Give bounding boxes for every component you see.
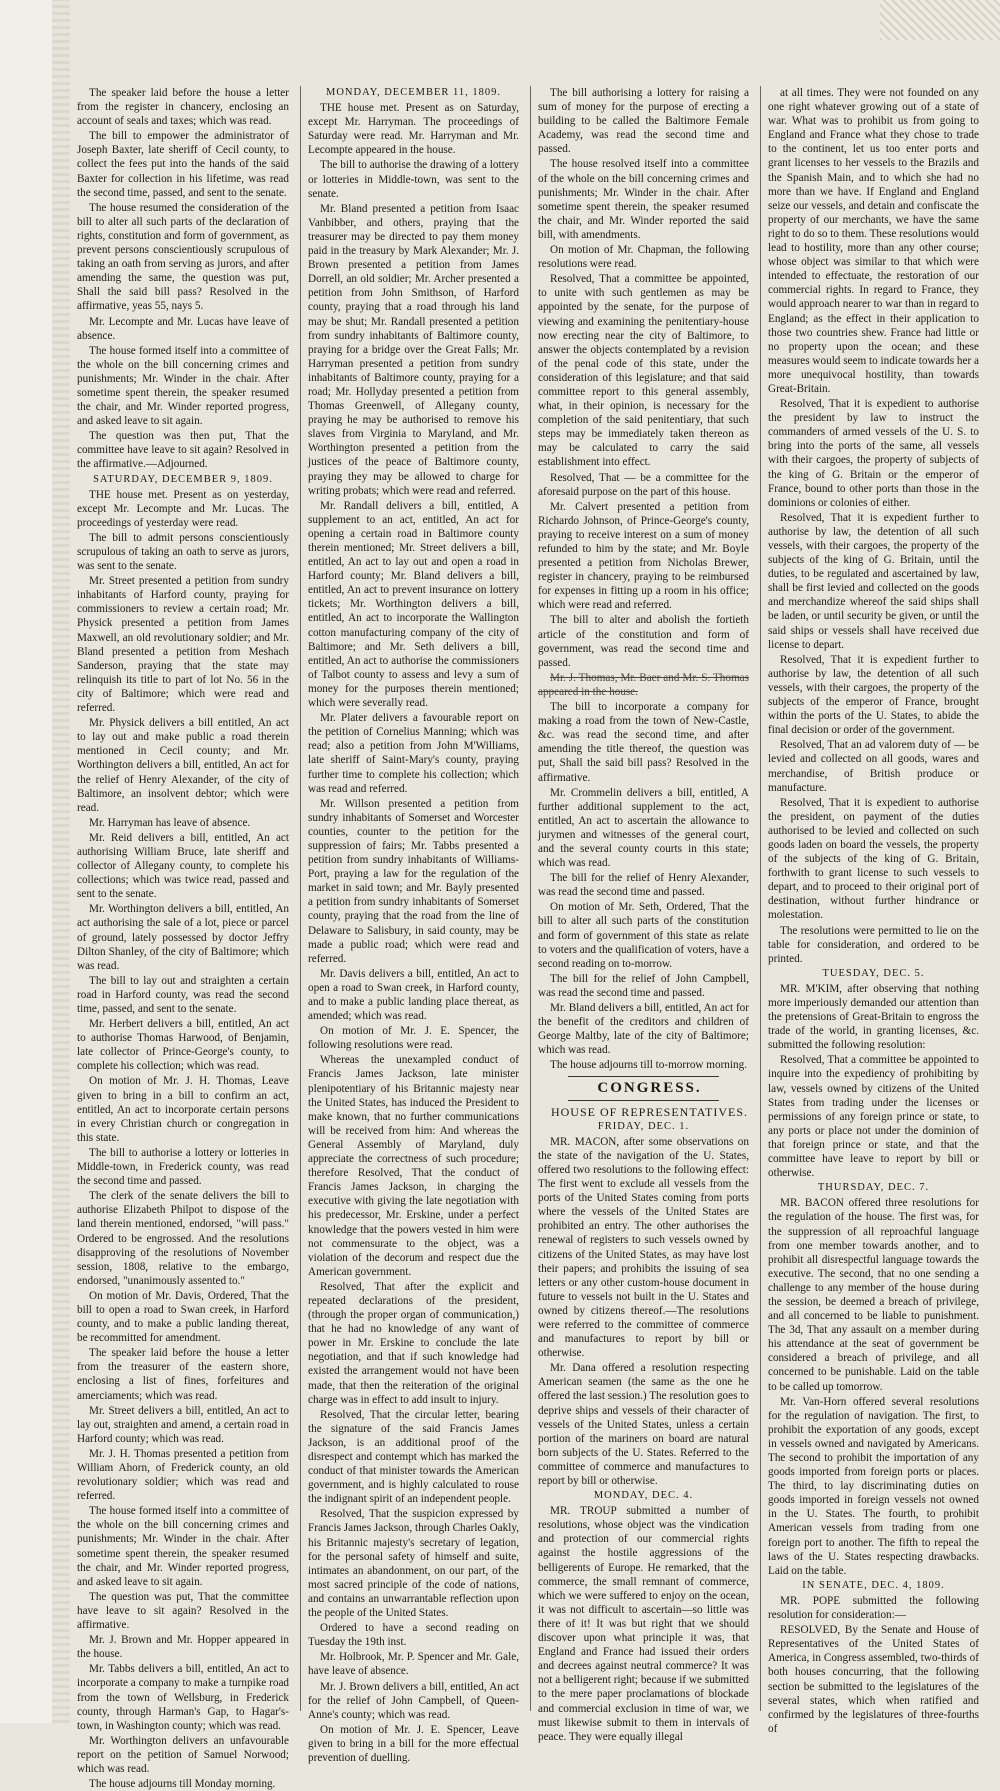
article-paragraph: The house formed itself into a committee of the whole on the bill concerning crimes and punishments; Mr. Winder in the chair. After sometime spent therein, the speaker resumed the chair, and Mr. Winder reported progress, and asked leave to sit again. bbox=[77, 1505, 289, 1588]
article-paragraph: Mr. Tabbs delivers a bill, entitled, An act to incorporate a company to make a turnpike road from the town of Wellsburg, in Frederick county, through Harman's Gap, to Hagar's-town, in Washington county; which was read. bbox=[77, 1663, 289, 1732]
article-paragraph: THE house met. Present as on Saturday, except Mr. Harryman. The proceedings of Saturday were read. Mr. Harryman and Mr. Lecompte appeared in the house. bbox=[308, 102, 519, 157]
article-paragraph: Ordered to have a second reading on Tuesday the 19th inst. bbox=[308, 1622, 519, 1649]
article-paragraph: On motion of Mr. Davis, Ordered, That the bill to open a road to Swan creek, in Harford county, and to make a public landing thereat, be recommitted for amendment. bbox=[77, 1289, 289, 1345]
dateline: MONDAY, DECEMBER 11, 1809. bbox=[326, 87, 501, 98]
newspaper-page bbox=[74, 86, 994, 1791]
article-paragraph: The house adjourns till Monday morning. bbox=[89, 1778, 276, 1791]
article-paragraph: Mr. Van-Horn offered several resolutions for the regulation of navigation. The first, to prohibit the exportation of any goods, except in vessels owned and navigated by Americans. The second to prohibit the importation of any goods imported from foreign ports or places. The third, to lay discriminating duties on goods imported in foreign vessels not owned in the U. States. The fourth, to prohibit American vessels from trading from one foreign port to another. The fifth to repeal the laws of the U. States respecting drawbacks. Laid on the table. bbox=[768, 1395, 979, 1577]
article-paragraph: Mr. Crommelin delivers a bill, entitled, A further additional supplement to the act, entitled, An act to ascertain the allowance to jurymen and witnesses of the general court, and the several county courts in this state; which was read. bbox=[538, 786, 749, 870]
page-left-margin bbox=[0, 0, 54, 1723]
article-paragraph: Whereas the unexampled conduct of Francis James Jackson, late minister plenipotentiary of his Britannic majesty near the United States, has induced the President to make known, that no further communications will be received from him: And whereas the General Assembly of Maryland, duly appreciate the correctness of such procedure; therefore Resolved, That the conduct of Francis James Jackson, in charging the executive with giving the late negotiation with his predecessor, Mr. Erskine, under a perfect knowledge that the powers vested in him were not commensurate to the object, was a violation of the decorum and respect due the American government. bbox=[308, 1054, 519, 1278]
article-paragraph: Mr. Worthington delivers an unfavourable report on the petition of Samuel Norwood; which was read. bbox=[77, 1734, 289, 1775]
article-paragraph: Resolved, That it is expedient to authorise the president, on payment of the duties authorised to be levied and collected on such goods laden on board the vessels, the property of the subjects of the king of G. Britain, forthwith to grant license to such vessels to depart, and to proceed to their original port of destination, without further hindrance or molestation. bbox=[768, 796, 979, 922]
article-paragraph: MR. BACON offered three resolutions for the regulation of the house. The first was, for the suppression of all reproachful language from one member towards another, and to prohibit all disrespectful language towards the executive. The second, that no one sending a challenge to any member of the house during the session, be deemed a breach of privilege, and all concerned to be liable to punishment. The 3d, That any assault on a member during his attendance at the seat of government be considered a breach of privilege, and all concerned to be punishable. Laid on the table to be called up tomorrow. bbox=[768, 1197, 979, 1393]
paper-wear bbox=[880, 0, 1000, 40]
dateline: MONDAY, DEC. 4. bbox=[593, 1490, 694, 1502]
article-paragraph: Mr. J. Thomas, Mr. Baer and Mr. S. Thomas appeared in the house. bbox=[538, 671, 749, 698]
column-3 bbox=[530, 86, 752, 1743]
article-paragraph: The bill to empower the administrator of Joseph Baxter, late sheriff of Cecil county, to collect the fees put into the hands of the said Baxter for collection in his lifetime, was read the second time, passed, and sent to the senate. bbox=[77, 130, 289, 199]
article-paragraph: Mr. Worthington delivers a bill, entitled, An act authorising the sale of a lot, piece or parcel of ground, lately possessed by doctor Jeffry Dilton Shanley, of the city of Baltimore; which was read. bbox=[77, 903, 289, 972]
article-paragraph: The bill to incorporate a company for making a road from the town of New-Castle, &c. was read the second time, and after amending the title thereof, the question was put, Shall the said bill pass? Resolved in the affirmative. bbox=[538, 701, 749, 784]
column-4 bbox=[760, 86, 982, 1735]
article-paragraph: Mr. Willson presented a petition from sundry inhabitants of Somerset and Worcester counties, counter to the petition for the suppression of fairs; Mr. Tabbs presented a petition from sundry inhabitants of Williams-Port, praying a law for the regulation of the market in said town; and Mr. Bayly presented a petition from sundry inhabitants of Somerset county, praying that the road from the line of Delaware to Salisbury, in said county, may be made a public road; which were read and referred. bbox=[308, 797, 519, 965]
section-rule bbox=[568, 1100, 719, 1101]
article-paragraph: Mr. Lecompte and Mr. Lucas have leave of absence. bbox=[77, 315, 289, 342]
article-paragraph: Mr. Reid delivers a bill, entitled, An act authorising William Bruce, late sheriff and collector of Allegany county, to complete his collections; which was twice read, passed and sent to the senate. bbox=[77, 831, 289, 901]
article-paragraph: The bill to authorise a lottery or lotteries in Middle-town, in Frederick county, was read the second time and passed. bbox=[77, 1146, 289, 1188]
article-paragraph: MR. POPE submitted the following resolution for consideration:— bbox=[768, 1594, 979, 1622]
article-paragraph: Mr. Physick delivers a bill entitled, An act to lay out and make public a road therein mentioned in Cecil county; and Mr. Worthington delivers a bill, entitled, An act for the relief of Henry Alexander, of the city of Baltimore, an insolvent debtor; which were read. bbox=[77, 717, 289, 814]
article-paragraph: Resolved, That after the explicit and repeated declarations of the president, (through the proper organ of communication,) that he had no knowledge of any want of power in Mr. Erskine to conclude the late negotiation, and that if such knowledge had existed the arrangement would not have been made, that then the reiteration of the original charge was in effect to add insult to injury. bbox=[308, 1280, 519, 1406]
article-paragraph: Mr. Holbrook, Mr. P. Spencer and Mr. Gale, have leave of absence. bbox=[308, 1651, 519, 1678]
section-heading: CONGRESS. bbox=[597, 1080, 702, 1097]
dateline: SATURDAY, DECEMBER 9, 1809. bbox=[93, 473, 273, 485]
article-paragraph: Resolved, That an ad valorem duty of — be levied and collected on all goods, wares and merchandise, of British produce or manufacture. bbox=[768, 739, 979, 794]
article-paragraph: The bill to admit persons conscientiously scrupulous of taking an oath to serve as jurors, was sent to the senate. bbox=[77, 531, 289, 573]
article-paragraph: The bill to authorise the drawing of a lottery or lotteries in Middle-town, was sent to the senate. bbox=[308, 159, 519, 200]
article-paragraph: Mr. Randall delivers a bill, entitled, A supplement to an act, entitled, An act for opening a certain road in Baltimore county therein mentioned; Mr. Street delivers a bill, entitled, An act to lay out and open a road in Harford county; Mr. Bland delivers a bill, entitled, An act to prevent insurance on lottery tickets; Mr. Worthington delivers a bill, entitled, An act to incorporate the Wallington cotton manufacturing company of the city of Baltimore; and Mr. Seth delivers a bill, entitled, An act to authorise the commissioners of Talbot county to assess and levy a sum of money for the purposes therein mentioned; which were severally read. bbox=[308, 499, 519, 710]
article-paragraph: Resolved, That it is expedient further to authorise by law, the detention of all such vessels, with their cargoes, the property of the subjects of the emperor of France, brought within the ports of the U. States, to abide the final decision or order of the government. bbox=[768, 653, 979, 737]
dateline: IN SENATE, DEC. 4, 1809. bbox=[802, 1579, 945, 1591]
article-paragraph: The bill for the relief of John Campbell, was read the second time and passed. bbox=[538, 972, 749, 999]
article-paragraph: THE house met. Present as on yesterday, except Mr. Lecompte and Mr. Lucas. The proceedings of yesterday were read. bbox=[77, 488, 289, 529]
article-paragraph: The bill authorising a lottery for raising a sum of money for the purpose of erecting a building to be called the Baltimore Female Academy, was read the second time and passed. bbox=[538, 87, 749, 156]
article-paragraph: Mr. Herbert delivers a bill, entitled, An act to authorise Thomas Harwood, of Benjamin, late collector of Prince-George's county, to complete his collection; which was read. bbox=[77, 1018, 289, 1073]
article-paragraph: Resolved, That it is expedient further to authorise by law, the detention of all such vessels, with their cargoes, the property of the subjects of the king of G. Britain, until the duties, to be regulated and ascertained by law, shall be first levied and collected on the goods and merchandize whereof the said ships shall be laden, or until security be given, or until the said ships or vessels shall have received due license to depart. bbox=[768, 511, 979, 651]
article-paragraph: Mr. Plater delivers a favourable report on the petition of Cornelius Manning; which was read; also a petition from John M'Williams, late sheriff of Saint-Mary's county, praying further time to complete his collection; which was read and referred. bbox=[308, 712, 519, 795]
article-paragraph: Resolved, That a committee be appointed, to unite with such gentlemen as may be appointed by the senate, for the purpose of viewing and examining the penitentiary-house now erecting near the city of Baltimore, to answer the objects contemplated by a revision of the penal code of this state, under the consideration of this legislature; and that said committee report to this general assembly, what, in their opinion, is necessary for the completion of the said penitentiary, that such steps may be immediately taken thereon as may be calculated to carry the said establishment into effect. bbox=[538, 273, 749, 469]
article-paragraph: The house formed itself into a committee of the whole on the bill concerning crimes and punishments; Mr. Winder in the chair. After sometime spent therein, the speaker resumed the chair, and Mr. Winder reported progress, and asked leave to sit again. bbox=[77, 344, 289, 428]
article-paragraph: Mr. J. Brown delivers a bill, entitled, An act for the relief of John Campbell, of Queen-Anne's county; which was read. bbox=[308, 1680, 519, 1721]
article-paragraph: The house resolved itself into a committee of the whole on the bill concerning crimes and punishments; Mr. Winder in the chair. After sometime spent therein, the speaker resumed the chair, and Mr. Winder reported the said bill, with amendments. bbox=[538, 158, 749, 241]
article-paragraph: Resolved, That the circular letter, bearing the signature of the said Francis James Jackson, is an additional proof of the disrespect and contempt which has marked the conduct of that minister towards the American government, and is highly calculated to rouse the indignant spirit of an independent people. bbox=[308, 1408, 519, 1506]
article-paragraph: On motion of Mr. Seth, Ordered, That the bill to alter all such parts of the constitution and form of government of this state as relate to voters and the qualification of voters, have a second reading on to-morrow. bbox=[538, 901, 749, 970]
article-paragraph: at all times. They were not founded on any one right whatever growing out of a state of war. What was to prohibit us from going to England and France what they chose to trade to the continent, let us too enter ports and grant licenses to her vessels to the Brazils and the Spanish Main, and to which she had no more than we have. If England and England seize our vessels, and detain and confiscate the property of our merchants, we have the same right to do so to them. These resolutions would lead to hostility, more than any other course; whose object was similar to that which were intended to effectuate, the restoration of our commercial rights. In regard to France, they would approach nearer to war than in regard to England; as the effect in their application to those two countries shew. France had little or no property upon the ocean; and these measures would seem to indicate towards her a more unequivocal hostility, than towards Great-Britain. bbox=[768, 87, 979, 395]
article-paragraph: Mr. Calvert presented a petition from Richardo Johnson, of Prince-George's county, praying to receive interest on a sum of money refunded to him by the state; and Mr. Boyle presented a petition from Nicholas Brewer, register in chancery, praying to be reimbursed for expenses in fitting up a room in his office; which were read and referred. bbox=[538, 500, 749, 612]
article-paragraph: The resolutions were permitted to lie on the table for consideration, and ordered to be printed. bbox=[768, 924, 979, 965]
article-paragraph: The question was put, That the committee have leave to sit again? Resolved in the affirmative. bbox=[77, 1590, 289, 1632]
column-1 bbox=[74, 86, 292, 1791]
article-paragraph: Resolved, That a committee be appointed to inquire into the expediency of prohibiting by law, vessels owned by citizens of the United States from trading under the licenses or permissions of any foreign prince or state, to any ports or place not under the dominion of that foreign prince or state, and that the committee have leave to report by bill or otherwise. bbox=[768, 1054, 979, 1180]
article-paragraph: On motion of Mr. J. E. Spencer, Leave given to bring in a bill for the more effectual prevention of duelling. bbox=[308, 1723, 519, 1764]
article-paragraph: MR. M'KIM, after observing that nothing more imperiously demanded our attention than the pretensions of Great-Britain to engross the trade of the world, in granting licenses, &c. submitted the following resolution: bbox=[768, 982, 979, 1052]
dateline: TUESDAY, DEC. 5. bbox=[822, 967, 925, 979]
section-rule bbox=[568, 1076, 719, 1077]
article-paragraph: The speaker laid before the house a letter from the treasurer of the eastern shore, enclosing a list of fines, forfeitures and amerciaments; which was read. bbox=[77, 1347, 289, 1402]
article-paragraph: MR. MACON, after some observations on the state of the navigation of the U. States, offered two resolutions to the following effect: The first went to exclude all vessels from the ports of the United States coming from ports where the vessels of the United States are prohibited an entry. The other authorises the renewal of registers to such vessels owned by citizens of the United States, as may have lost their papers; and prohibits the issuing of sea letters or any other custom-house document in future to vessels not built in the U. States and owned by citizens thereof.—The resolutions were referred to the committee of commerce and manufactures to report by bill or otherwise. bbox=[538, 1135, 749, 1360]
article-paragraph: The bill to lay out and straighten a certain road in Harford county, was read the second time, passed, and sent to the senate. bbox=[77, 974, 289, 1015]
article-paragraph: Mr. Davis delivers a bill, entitled, An act to open a road to Swan creek, in Harford county, and to make a public landing place thereat, as amended; which was read. bbox=[308, 967, 519, 1023]
article-paragraph: The house resumed the consideration of the bill to alter all such parts of the declaration of rights, constitution and form of government, as prevent persons conscientiously scrupulous of taking an oath from serving as jurors, and after amending the same, the question was put, Shall the said bill pass? Resolved in the affirmative, yeas 55, nays 5. bbox=[77, 201, 289, 313]
article-paragraph: On motion of Mr. J. H. Thomas, Leave given to bring in a bill to confirm an act, entitled, An act to incorporate certain persons in every Christian church or congregation in this state. bbox=[77, 1075, 289, 1144]
article-paragraph: On motion of Mr. J. E. Spencer, the following resolutions were read. bbox=[308, 1025, 519, 1052]
article-paragraph: The bill for the relief of Henry Alexander, was read the second time and passed. bbox=[538, 872, 749, 899]
column-2 bbox=[300, 86, 522, 1764]
article-paragraph: Mr. Harryman has leave of absence. bbox=[89, 816, 251, 829]
article-paragraph: The speaker laid before the house a letter from the register in chancery, enclosing an account of seals and taxes; which was read. bbox=[77, 87, 289, 128]
article-paragraph: Resolved, That it is expedient to authorise the president by law to instruct the commanders of armed vessels of the U. S. to bring into the ports of the same, all vessels with their cargoes, the property of subjects of the king of G. Britain or the emperor of France, bound to other ports than those in the dominions or colonies of either. bbox=[768, 398, 979, 509]
binding-gutter bbox=[52, 0, 70, 1723]
subsection-heading: HOUSE OF REPRESENTATIVES. bbox=[550, 1104, 749, 1119]
article-paragraph: RESOLVED, By the Senate and House of Representatives of the United States of America, in Congress assembled, two-thirds of both houses concurring, that the following section be submitted to the legislatures of the several states, which when ratified and confirmed by the legislatures of three-fourths of bbox=[768, 1624, 979, 1735]
article-paragraph: The house adjourns till to-morrow morning. bbox=[550, 1059, 747, 1072]
dateline: THURSDAY, DEC. 7. bbox=[817, 1182, 930, 1194]
article-paragraph: Mr. J. H. Thomas presented a petition from William Ahorn, of Frederick county, an old revolutionary soldier; which was read and referred. bbox=[77, 1447, 289, 1503]
article-paragraph: Resolved, That — be a committee for the aforesaid purpose on the part of this house. bbox=[538, 471, 749, 498]
article-paragraph: Mr. Street presented a petition from sundry inhabitants of Harford county, praying for commissioners to review a certain road; Mr. Physick presented a petition from James Maxwell, an old revolutionary soldier; and Mr. Bland presented a petition from Meshach Sanderson, praying that the state may relinquish its title to part of lot No. 56 in the city of Baltimore; which were read and referred. bbox=[77, 575, 289, 715]
article-paragraph: Resolved, That the suspicion expressed by Francis James Jackson, through Charles Oakly, his Britannic majesty's secretary of legation, for the personal safety of himself and suite, intimates an abandonment, on our part, of the most sacred principle of the code of nations, and contains an unwarrantable reflection upon the people of the United States. bbox=[308, 1508, 519, 1620]
article-paragraph: Mr. J. Brown and Mr. Hopper appeared in the house. bbox=[77, 1634, 289, 1661]
article-paragraph: The bill to alter and abolish the fortieth article of the constitution and form of government, was read the second time and passed. bbox=[538, 614, 749, 669]
article-paragraph: Mr. Street delivers a bill, entitled, An act to lay out, straighten and amend, a certain road in Harford county; which was read. bbox=[77, 1404, 289, 1445]
article-paragraph: Mr. Bland delivers a bill, entitled, An act for the benefit of the creditors and children of George Maltby, late of the city of Baltimore; which was read. bbox=[538, 1002, 749, 1057]
article-paragraph: On motion of Mr. Chapman, the following resolutions were read. bbox=[538, 244, 749, 271]
article-paragraph: The clerk of the senate delivers the bill to authorise Elizabeth Philpot to dispose of the land therein mentioned, endorsed, "will pass." Ordered to be engrossed. And the resolutions disapproving of the resolutions of November session, 1808, relative to the embargo, endorsed, "unanimously assented to." bbox=[77, 1190, 289, 1287]
article-paragraph: MR. TROUP submitted a number of resolutions, whose object was the vindication and protection of our commercial rights against the hostile aggressions of the belligerents of Europe. He remarked, that the commerce, the small remnant of commerce, which we were suffered to enjoy on the ocean, it was not difficult to ascertain—so little was there of it! It was but right that we should discover upon what principle it was, that England and France had issued their orders and decrees against neutral commerce? It was not a belligerent right; because if we submitted to the mere paper proclamations of blockade and commercial exclusion in time of war, we must likewise submit to them in intervals of peace. They were equally illegal bbox=[538, 1505, 749, 1743]
article-paragraph: Mr. Dana offered a resolution respecting American seamen (the same as the one he offered the last session.) The resolution goes to deprive ships and vessels of their character of vessels of the United States, unless a certain portion of the mariners on board are natural born subjects of the U. States. Referred to the committee of commerce and manufactures to report by bill or otherwise. bbox=[538, 1362, 749, 1487]
article-paragraph: The question was then put, That the committee have leave to sit again? Resolved in the affirmative.—Adjourned. bbox=[77, 430, 289, 471]
article-paragraph: Mr. Bland presented a petition from Isaac Vanbibber, and others, praying that the treasurer may be directed to pay them money paid in the treasury by Mark Alexander; Mr. J. Brown presented a petition from James Dorrell, an old soldier; Mr. Archer presented a petition from John Smithson, of Harford county, praying that a road through his land may be shut; Mr. Randall presented a petition from sundry inhabitants of Baltimore county, praying for a bridge over the Great Falls; Mr. Harryman presented a petition from sundry inhabitants of Baltimore county, praying for a road; Mr. Hollyday presented a petition from Thomas Greenwell, of Allegany county, praying he may be authorised to remove his slaves from Virginia to Maryland, and Mr. Worthington presented a petition from the justices of the peace of Baltimore county, praying they may be allowed to charge for writing probats; which were read and referred. bbox=[308, 202, 519, 497]
dateline: FRIDAY, DEC. 1. bbox=[597, 1120, 690, 1132]
